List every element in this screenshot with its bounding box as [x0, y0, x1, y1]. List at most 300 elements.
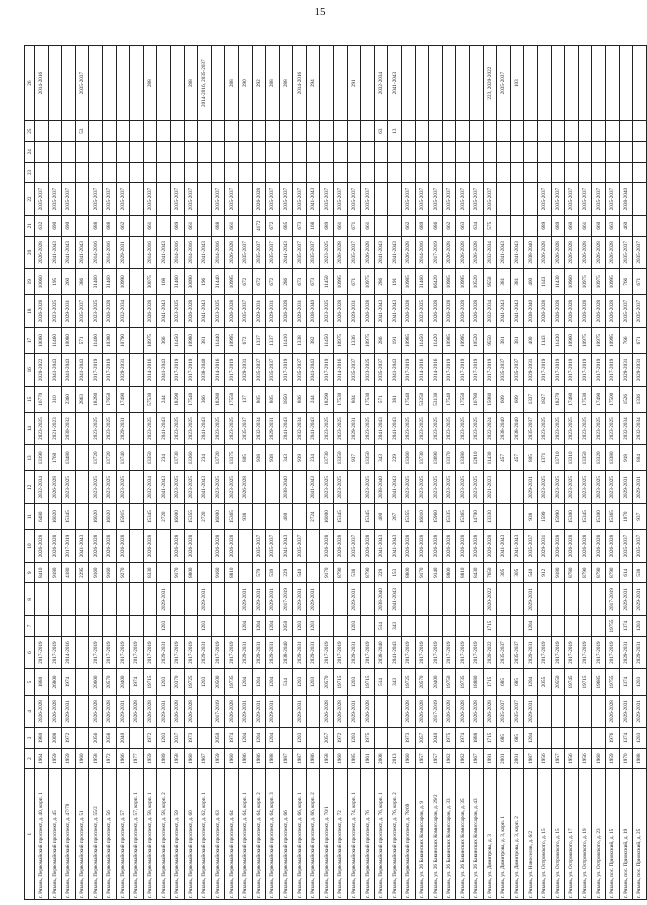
table-cell — [130, 530, 144, 563]
table-row — [35, 46, 49, 900]
column-number: 23 — [25, 162, 35, 183]
table-cell: 13375 — [225, 445, 239, 471]
table-row — [551, 46, 565, 900]
table-cell: 2021-2023 — [483, 471, 497, 504]
table-cell: 2029-2031 — [252, 583, 266, 616]
table-cell: 2029-2031 — [116, 412, 130, 445]
table-cell: 1204 — [266, 616, 280, 637]
table-cell: 382 — [306, 327, 320, 353]
table-cell — [592, 46, 606, 121]
rotated-page — [24, 45, 643, 900]
table-cell: 2008 — [374, 748, 388, 769]
table-cell: 366 — [198, 386, 212, 412]
table-cell: 2020-2022 — [483, 636, 497, 669]
table-row — [388, 46, 402, 900]
table-cell: 2041-2043 — [306, 354, 320, 387]
table-cell — [578, 583, 592, 616]
table-cell — [388, 728, 402, 749]
table-cell: 53 — [75, 121, 89, 142]
table-cell — [238, 562, 252, 583]
table-cell: 2029-2031 — [524, 354, 538, 387]
table-cell: 16780 — [470, 386, 484, 412]
table-cell: 15365 — [456, 504, 470, 530]
address-cell: г. Рязань, ул. Димитрова, д. 3, корп. 2 — [510, 769, 524, 900]
table-cell: 2026-2028 — [225, 295, 239, 328]
table-cell: 2013 — [388, 748, 402, 769]
table-cell — [266, 471, 280, 504]
table-cell: 400 — [524, 327, 538, 353]
table-cell: 1204 — [266, 728, 280, 749]
table-cell: 2041-2043 — [497, 295, 511, 328]
table-cell: 18290 — [320, 386, 334, 412]
table-cell — [62, 141, 76, 162]
table-cell: 2026-2028 — [565, 295, 579, 328]
table-cell: 2026-2028 — [143, 530, 157, 563]
table-cell: 2023-2025 — [102, 412, 116, 445]
table-cell: 571 — [75, 327, 89, 353]
table-cell: 2017-2019 — [565, 354, 579, 387]
table-cell: 31460 — [89, 269, 103, 295]
table-cell: 1338 — [293, 327, 307, 353]
table-cell: 2037 — [170, 728, 184, 749]
table-cell: 234 — [198, 445, 212, 471]
table-cell: 15345 — [143, 504, 157, 530]
table-cell: 2026-2028 — [605, 295, 619, 328]
table-cell: 575 — [483, 215, 497, 236]
table-cell: 11420 — [429, 327, 443, 353]
table-cell: 689 — [537, 215, 551, 236]
table-cell: 804 — [633, 445, 647, 471]
table-cell: 9270 — [116, 562, 130, 583]
table-cell — [198, 162, 212, 183]
table-cell: 8790 — [592, 562, 606, 583]
table-cell: 634 — [470, 215, 484, 236]
table-cell: 689 — [320, 215, 334, 236]
table-row — [347, 46, 361, 900]
table-cell: 2017-2019 — [565, 636, 579, 669]
address-cell: г. Рязань, Первомайский проспект, д. 64 — [225, 769, 239, 900]
table-cell: 2055 — [537, 669, 551, 695]
table-cell — [102, 46, 116, 121]
table-cell: 17490 — [116, 386, 130, 412]
table-cell — [157, 121, 171, 142]
table-cell: 2029-2031 — [524, 695, 538, 728]
table-cell: 1143 — [537, 269, 551, 295]
table-cell: 2029-2031 — [347, 295, 361, 328]
table-cell: 2029-2031 — [347, 636, 361, 669]
table-cell: 18880 — [470, 669, 484, 695]
table-cell — [470, 583, 484, 616]
table-cell: 937 — [633, 504, 647, 530]
table-cell — [252, 504, 266, 530]
table-cell: 1975 — [361, 728, 375, 749]
column-number: 17 — [25, 327, 35, 353]
table-cell: 10995 — [605, 327, 619, 353]
table-cell — [565, 695, 579, 728]
table-cell: 31460 — [415, 269, 429, 295]
table-row — [279, 46, 293, 900]
table-cell — [524, 141, 538, 162]
table-cell: 2023-2025 — [470, 412, 484, 445]
table-cell: 2029-2031 — [238, 354, 252, 387]
table-cell: 2029-2031 — [633, 471, 647, 504]
table-cell: 2029-2031 — [62, 295, 76, 328]
table-cell: 2017-2019 — [279, 354, 293, 387]
table-cell: 2032-2034 — [374, 46, 388, 121]
table-cell — [334, 583, 348, 616]
table-cell — [551, 141, 565, 162]
table-cell: 4172 — [252, 215, 266, 236]
table-cell: 661 — [225, 215, 239, 236]
table-cell: 460 — [619, 215, 633, 236]
table-cell: 1960 — [225, 748, 239, 769]
table-cell: 9160 — [102, 562, 116, 583]
table-cell: 1760 — [48, 445, 62, 471]
table-cell: 9160 — [89, 562, 103, 583]
table-cell — [293, 504, 307, 530]
table-cell: 1959 — [48, 748, 62, 769]
table-row — [429, 46, 443, 900]
table-cell: 2017-2019 — [537, 636, 551, 669]
table-cell — [62, 121, 76, 142]
table-cell — [35, 121, 49, 142]
table-cell: 685 — [279, 215, 293, 236]
table-cell: 2026-2028 — [565, 236, 579, 269]
table-cell: 15335 — [442, 504, 456, 530]
table-cell: 805 — [524, 445, 538, 471]
table-cell: 2041-2043 — [157, 236, 171, 269]
table-cell — [279, 121, 293, 142]
table-cell: 766 — [619, 327, 633, 353]
table-cell: 1203 — [633, 728, 647, 749]
table-cell: 11460 — [48, 327, 62, 353]
table-cell: 10975 — [592, 327, 606, 353]
table-cell: 1986 — [238, 748, 252, 769]
table-cell — [497, 215, 511, 236]
table-cell: 538 — [633, 562, 647, 583]
table-cell — [578, 616, 592, 637]
table-cell: 15345 — [578, 504, 592, 530]
table-cell: 13720 — [211, 445, 225, 471]
table-cell: 12810 — [470, 445, 484, 471]
table-cell: 2035-2037 — [633, 295, 647, 328]
table-cell: 66420 — [429, 269, 443, 295]
table-cell: 2029-2031 — [266, 583, 280, 616]
table-cell — [497, 583, 511, 616]
table-cell: 2023-2025 — [537, 412, 551, 445]
table-cell: 2026-2028 — [578, 295, 592, 328]
table-cell: 1888 — [470, 728, 484, 749]
table-cell — [592, 162, 606, 183]
table-cell: 286 — [374, 327, 388, 353]
table-cell: 2035-2037 — [619, 530, 633, 563]
table-cell: 2023-2025 — [89, 295, 103, 328]
table-cell: 15300 — [592, 504, 606, 530]
table-cell: 2041-2043 — [497, 530, 511, 563]
table-row — [537, 46, 551, 900]
table-cell: 2023-2025 — [320, 471, 334, 504]
table-cell — [537, 583, 551, 616]
table-cell: 2035-2037 — [510, 636, 524, 669]
table-cell — [619, 141, 633, 162]
table-row — [48, 46, 62, 900]
table-cell — [198, 121, 212, 142]
table-cell: 20570 — [415, 669, 429, 695]
table-cell — [306, 530, 320, 563]
table-cell: 288 — [279, 46, 293, 121]
table-cell: 2017-2019 — [605, 354, 619, 387]
table-cell: 8790 — [334, 562, 348, 583]
table-cell — [565, 46, 579, 121]
table-cell: 2017-2019 — [442, 354, 456, 387]
table-cell: 286 — [279, 269, 293, 295]
table-cell: 2026-2028 — [334, 295, 348, 328]
table-cell — [347, 162, 361, 183]
table-cell: 11430 — [483, 445, 497, 471]
table-cell — [62, 616, 76, 637]
table-cell: 137 — [238, 386, 252, 412]
table-cell — [524, 121, 538, 142]
column-number: 15 — [25, 386, 35, 412]
table-cell — [442, 121, 456, 142]
address-cell: г. Рязань, Первомайский проспект, д. 74, корп. 1 — [347, 769, 361, 900]
table-cell: 2035-2037 — [456, 183, 470, 216]
table-cell: 2017-2019 — [592, 636, 606, 669]
table-cell — [510, 504, 524, 530]
table-cell: 10980 — [184, 327, 198, 353]
table-cell: 2029-2031 — [619, 636, 633, 669]
table-cell: 2035-2037 — [470, 183, 484, 216]
table-cell: 18280 — [89, 386, 103, 412]
table-cell: 2026-2028 — [116, 530, 130, 563]
table-cell: 2041-2043 — [75, 354, 89, 387]
table-cell: 2026-2028 — [170, 530, 184, 563]
table-cell: 2035-2037 — [116, 183, 130, 216]
table-cell — [252, 121, 266, 142]
table-cell — [170, 46, 184, 121]
table-row — [524, 46, 538, 900]
table-cell: 2029-2031 — [116, 236, 130, 269]
table-cell — [320, 141, 334, 162]
table-cell: 1203 — [347, 669, 361, 695]
table-cell — [75, 471, 89, 504]
table-cell: 1526 — [619, 386, 633, 412]
table-cell: 2026-2028 — [361, 530, 375, 563]
table-cell: 2035-2037 — [252, 236, 266, 269]
table-cell — [48, 162, 62, 183]
table-cell: 8800 — [184, 562, 198, 583]
table-cell: 1988 — [266, 748, 280, 769]
table-cell: 10975 — [143, 327, 157, 353]
table-cell: 386 — [75, 269, 89, 295]
table-cell: 31440 — [211, 269, 225, 295]
table-cell — [605, 46, 619, 121]
table-cell: 2017-2019 — [320, 636, 334, 669]
table-cell — [238, 530, 252, 563]
table-cell: 2041-2043 — [198, 236, 212, 269]
table-cell: 2050 — [211, 728, 225, 749]
table-cell: 2035-2037 — [266, 354, 280, 387]
table-cell: 2041-2043 — [306, 183, 320, 216]
table-cell: 2041-2043 — [75, 530, 89, 563]
table-cell: 18280 — [211, 386, 225, 412]
table-cell: 2035-2037 — [143, 183, 157, 216]
table-cell: 1956 — [565, 748, 579, 769]
table-cell — [605, 141, 619, 162]
table-cell: 8810 — [456, 562, 470, 583]
table-cell: 1962 — [456, 748, 470, 769]
table-cell: 8800 — [442, 562, 456, 583]
table-cell — [537, 121, 551, 142]
table-cell: 13350 — [143, 445, 157, 471]
table-cell: 2026-2028 — [102, 530, 116, 563]
table-cell: 2023-2025 — [62, 471, 76, 504]
table-cell: 16020 — [102, 504, 116, 530]
address-cell: г. Рязань, Первомайский проспект, д. 57 — [116, 769, 130, 900]
table-cell: 2035-2037 — [62, 183, 76, 216]
table-row — [130, 46, 144, 900]
table-cell: 2041-2043 — [374, 530, 388, 563]
table-cell — [130, 295, 144, 328]
table-cell: 13740 — [116, 445, 130, 471]
table-cell: 2017-2019 — [89, 354, 103, 387]
table-cell: 2017-2019 — [578, 636, 592, 669]
address-cell: г. Рязань, Первомайский проспект, д. 70/1 — [320, 769, 334, 900]
table-cell: 2023-2025 — [89, 471, 103, 504]
table-cell — [456, 121, 470, 142]
table-row — [483, 46, 497, 900]
table-cell: 2029-2031 — [157, 636, 171, 669]
table-cell: 2029-2031 — [266, 295, 280, 328]
table-cell — [429, 616, 443, 637]
table-cell — [306, 695, 320, 728]
table-cell: 1204 — [238, 616, 252, 637]
table-cell — [578, 141, 592, 162]
table-cell: 1960 — [402, 748, 416, 769]
table-cell — [415, 121, 429, 142]
table-cell: 2026-2028 — [442, 295, 456, 328]
table-cell: 2026-2028 — [184, 530, 198, 563]
table-cell: 2029-2031 — [293, 295, 307, 328]
table-cell: 2029-2031 — [306, 583, 320, 616]
table-cell: 1970 — [619, 748, 633, 769]
table-cell — [170, 162, 184, 183]
table-cell: 2014-2016 — [35, 46, 49, 121]
table-cell: 11450 — [320, 269, 334, 295]
table-cell: 2038-2040 — [524, 236, 538, 269]
table-cell: 2035-2037 — [238, 412, 252, 445]
table-cell: 381 — [510, 327, 524, 353]
table-cell: 2029-2031 — [238, 695, 252, 728]
table-cell: 15300 — [565, 504, 579, 530]
table-cell: 1204 — [524, 728, 538, 749]
table-cell: 538 — [347, 562, 361, 583]
table-cell — [130, 583, 144, 616]
table-cell: 2057 — [415, 728, 429, 749]
table-cell: 1374 — [619, 669, 633, 695]
table-cell: 2029-2031 — [293, 695, 307, 728]
table-cell: 2023-2025 — [551, 471, 565, 504]
table-cell: 103 — [510, 46, 524, 121]
table-cell: 805 — [252, 386, 266, 412]
table-cell: 938 — [252, 445, 266, 471]
table-cell: 671 — [633, 269, 647, 295]
column-number: 3 — [25, 728, 35, 749]
table-cell: 1203 — [633, 669, 647, 695]
table-cell: 2017-2019 — [402, 354, 416, 387]
table-cell: 2023-2025 — [170, 295, 184, 328]
table-cell: 2026-2028 — [361, 236, 375, 269]
table-cell: 1989 — [157, 748, 171, 769]
table-cell: 2017-2019 — [361, 636, 375, 669]
address-cell: г. Рязань, ул. Димитрова, д. 3 — [483, 769, 497, 900]
address-cell: г. Рязань, Первомайский проспект, д. 66, корп. 1 — [293, 769, 307, 900]
table-cell: 381 — [497, 269, 511, 295]
table-cell — [592, 728, 606, 749]
address-cell: г. Рязань, ул. Островского, д. 15 — [551, 769, 565, 900]
table-cell: 13730 — [170, 445, 184, 471]
column-number-row — [25, 46, 35, 900]
table-cell: 2035-2037 — [605, 183, 619, 216]
table-cell — [388, 183, 402, 216]
table-cell: 2041-2043 — [388, 583, 402, 616]
table-cell: 2029-2031 — [198, 636, 212, 669]
table-cell: 2014-2016, 2035-2037 — [198, 46, 212, 121]
table-cell — [157, 183, 171, 216]
table-cell: 2360 — [62, 386, 76, 412]
table-cell: 2017-2019 — [184, 636, 198, 669]
table-cell: 19735 — [225, 669, 239, 695]
table-cell: 2017-2019 — [592, 354, 606, 387]
table-cell: 2041-2043 — [374, 236, 388, 269]
table-cell: 2029-2031 — [198, 583, 212, 616]
table-cell: 168 — [306, 215, 320, 236]
table-row — [619, 46, 633, 900]
table-cell — [470, 162, 484, 183]
table-cell: 2014-2016 — [334, 354, 348, 387]
table-cell: 2023-2025 — [170, 471, 184, 504]
table-cell: 609 — [497, 386, 511, 412]
table-cell: 19745 — [565, 669, 579, 695]
table-cell: 2041-2043 — [157, 354, 171, 387]
table-cell — [198, 530, 212, 563]
table-cell — [497, 162, 511, 183]
table-cell — [470, 616, 484, 637]
table-cell: 11440 — [211, 327, 225, 353]
table-cell — [238, 162, 252, 183]
table-cell — [524, 46, 538, 121]
table-cell: 2026-2028 — [143, 295, 157, 328]
table-cell — [130, 445, 144, 471]
table-cell — [130, 386, 144, 412]
table-cell: 13350 — [578, 445, 592, 471]
table-cell — [578, 121, 592, 142]
table-cell — [35, 616, 49, 637]
table-cell — [116, 121, 130, 142]
table-cell: 2026-2028 — [456, 695, 470, 728]
table-cell: 2026-2028 — [483, 530, 497, 563]
table-cell: 672 — [266, 215, 280, 236]
table-cell — [537, 46, 551, 121]
table-cell: 1972 — [143, 728, 157, 749]
table-cell: 2041-2043 — [388, 295, 402, 328]
table-cell: 17540 — [184, 386, 198, 412]
table-cell — [551, 616, 565, 637]
address-cell: г. Рязань, Первомайский проспект, д. 76, корп. 1 — [374, 769, 388, 900]
table-cell: 2026-2028 — [35, 295, 49, 328]
table-cell — [592, 616, 606, 637]
table-cell — [402, 583, 416, 616]
